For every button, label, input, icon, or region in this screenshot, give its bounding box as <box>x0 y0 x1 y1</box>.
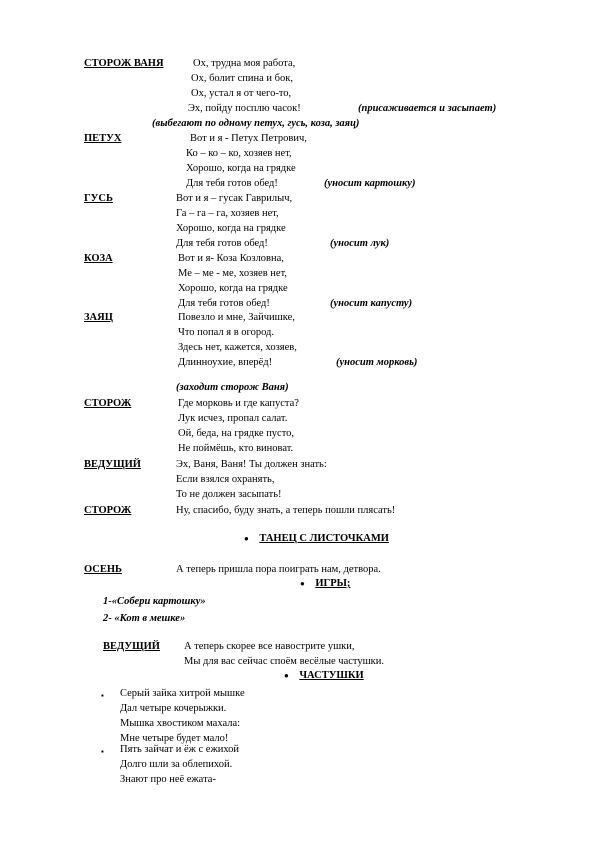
heading-text: ЧАСТУШКИ <box>299 670 364 681</box>
speaker-watchman: СТОРОЖ <box>84 505 132 516</box>
stage-direction: (уносит капусту) <box>330 298 413 309</box>
verse-line: Мышка хвостиком махала: <box>120 718 241 729</box>
stage-direction: (уносит морковь) <box>336 357 418 368</box>
stage-direction: (уносит лук) <box>330 238 390 249</box>
verse-line: Долго шли за облепихой. <box>120 759 233 770</box>
verse-line: Хорошо, когда на грядке <box>178 283 288 294</box>
verse-line: Эх, Ваня, Ваня! Ты должен знать: <box>176 459 327 470</box>
speaker-watchman: СТОРОЖ <box>84 398 132 409</box>
stage-direction: (присаживается и засыпает) <box>358 103 497 114</box>
verse-line: Знают про неё ежата- <box>120 774 216 785</box>
verse-line: Вот и я – гусак Гаврилыч, <box>176 193 293 204</box>
bullet-icon: ● <box>300 579 305 588</box>
verse-line: Вот и я- Коза Козловна, <box>178 253 284 264</box>
verse-line: Лук исчез, пропал салат. <box>178 413 288 424</box>
verse-line: Длинноухие, вперёд! <box>178 357 273 368</box>
verse-line: Мне четыре будет мало! <box>120 733 229 744</box>
verse-line: Пять зайчат и ёж с ежихой <box>120 744 240 755</box>
speaker-watchman-vanya: СТОРОЖ ВАНЯ <box>84 58 164 69</box>
heading-text: ТАНЕЦ С ЛИСТОЧКАМИ <box>259 533 389 544</box>
verse-line: Мы для вас сейчас споём весёлые частушки. <box>184 656 385 667</box>
speaker-hare: ЗАЯЦ <box>84 312 113 323</box>
verse-line: Здесь нет, кажется, хозяев, <box>178 342 297 353</box>
verse-line: А теперь скорее все навострите ушки, <box>184 641 355 652</box>
verse-line: Не поймёшь, кто виноват. <box>178 443 294 454</box>
stage-direction: (уносит картошку) <box>324 178 416 189</box>
verse-line: Для тебя готов обед! <box>186 178 278 189</box>
speaker-autumn: ОСЕНЬ <box>84 564 122 575</box>
speaker-host: ВЕДУЩИЙ <box>103 641 160 652</box>
verse-line: Эх, пойду посплю часок! <box>188 103 301 114</box>
speaker-rooster: ПЕТУХ <box>84 133 122 144</box>
verse-line: Ко – ко – ко, хозяев нет, <box>186 148 292 159</box>
verse-line: Если взялся охранять, <box>176 474 275 485</box>
verse-line: То не должен засыпать! <box>176 489 282 500</box>
verse-line: Повезло и мне, Зайчишке, <box>178 312 295 323</box>
verse-line: Что попал я в огород. <box>178 327 275 338</box>
verse-line: Хорошо, когда на грядке <box>176 223 286 234</box>
verse-line: Где морковь и где капуста? <box>178 398 299 409</box>
verse-line: Хорошо, когда на грядке <box>186 163 296 174</box>
verse-line: Ой, беда, на грядке пусто, <box>178 428 295 439</box>
speaker-host: ВЕДУЩИЙ <box>84 459 141 470</box>
stage-direction: (выбегают по одному петух, гусь, коза, заяц) <box>152 118 360 129</box>
bullet-icon: ▪ <box>101 747 104 756</box>
game-item: 1-«Собери картошку» <box>103 596 206 607</box>
verse-line: Ме – ме - ме, хозяев нет, <box>178 268 287 279</box>
verse-line: Ну, спасибо, буду знать, а теперь пошли плясать! <box>176 505 396 516</box>
stage-direction: (заходит сторож Ваня) <box>176 382 289 393</box>
section-heading-dance <box>244 533 389 545</box>
verse-line: Серый зайка хитрой мышке <box>120 688 245 699</box>
bullet-icon: ▪ <box>101 691 104 700</box>
verse-line: Ох, устал я от чего-то, <box>191 88 292 99</box>
heading-text: ИГРЫ; <box>315 578 351 589</box>
verse-line: Для тебя готов обед! <box>178 298 270 309</box>
bullet-icon: ● <box>244 534 249 543</box>
verse-line: А теперь пришла пора поиграть нам, детвора. <box>176 564 381 575</box>
verse-line: Ох, трудна моя работа, <box>193 58 296 69</box>
game-item: 2- «Кот в мешке» <box>103 613 186 624</box>
section-heading-chastushki <box>284 670 364 682</box>
verse-line: Дал четыре кочерыжки. <box>120 703 227 714</box>
section-heading-games <box>300 578 350 590</box>
verse-line: Вот и я - Петух Петрович, <box>190 133 307 144</box>
speaker-goose: ГУСЬ <box>84 193 113 204</box>
verse-line: Ох, болит спина и бок, <box>191 73 293 84</box>
verse-line: Га – га – га, хозяев нет, <box>176 208 279 219</box>
bullet-icon: ● <box>284 671 289 680</box>
speaker-goat: КОЗА <box>84 253 113 264</box>
verse-line: Для тебя готов обед! <box>176 238 268 249</box>
